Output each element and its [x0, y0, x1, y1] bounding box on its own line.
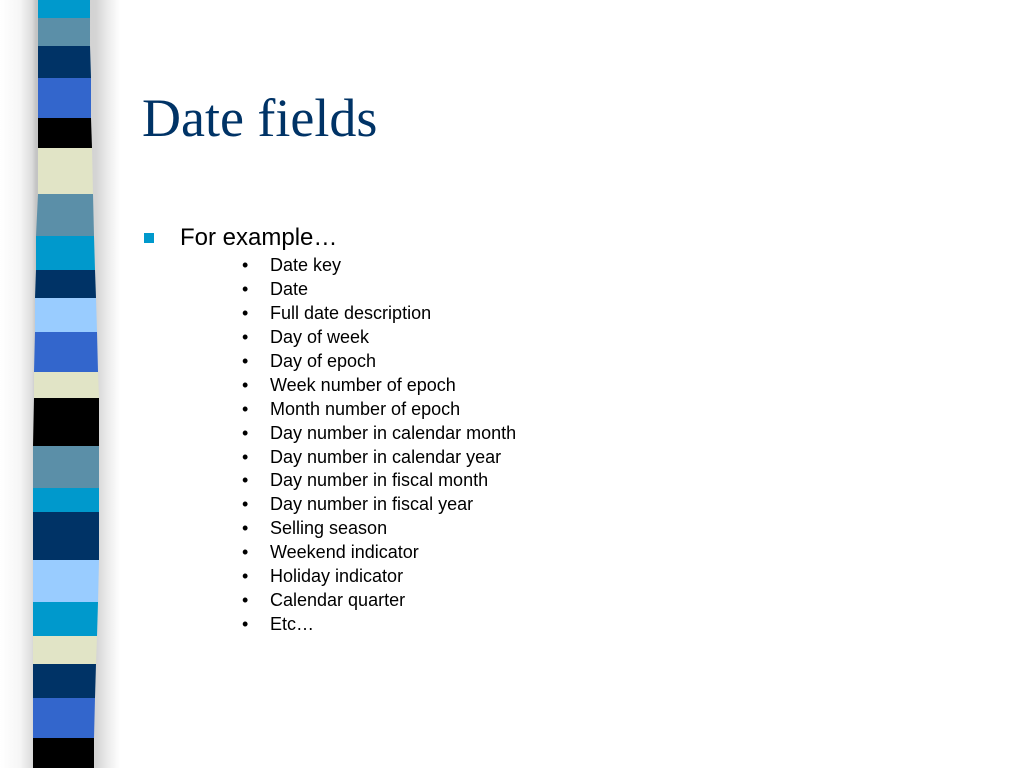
list-item-text: Day number in fiscal month — [270, 470, 489, 491]
strip-block — [33, 738, 94, 768]
list-item — [242, 397, 962, 421]
list-item-text: Day of epoch — [270, 351, 377, 371]
dot-bullet-icon: • — [242, 470, 249, 491]
strip-block — [34, 332, 98, 372]
date-field-list — [242, 254, 962, 636]
list-item — [242, 588, 962, 612]
list-item — [242, 326, 962, 350]
main-bullet-item — [142, 222, 962, 254]
list-item — [242, 254, 962, 278]
list-item-text: Calendar quarter — [270, 589, 406, 610]
strip-block — [34, 372, 99, 398]
dot-bullet-icon: • — [242, 446, 249, 467]
dot-bullet-icon: • — [242, 518, 249, 539]
strip-block — [36, 194, 94, 236]
strip-block — [35, 270, 96, 298]
strip-block — [33, 446, 99, 488]
dot-bullet-icon: • — [242, 422, 249, 443]
list-item — [242, 493, 962, 517]
decorative-color-strip — [0, 0, 120, 768]
list-item-text: Week number of epoch — [270, 374, 456, 395]
list-item-text: Weekend indicator — [270, 542, 419, 563]
strip-block — [33, 636, 97, 664]
strip-block — [33, 602, 98, 636]
dot-bullet-icon: • — [242, 255, 249, 276]
list-item-text: Day of week — [270, 327, 370, 348]
slide-title: Date fields — [142, 88, 378, 148]
list-item-text: Day number in calendar month — [270, 422, 517, 443]
main-bullet-text: For example… — [180, 224, 338, 251]
strip-block — [35, 298, 97, 332]
list-item-text: Etc… — [270, 613, 315, 634]
dot-bullet-icon: • — [242, 589, 249, 610]
list-item — [242, 421, 962, 445]
strip-block — [38, 78, 91, 118]
slide-content — [142, 222, 962, 636]
list-item-text: Holiday indicator — [270, 566, 404, 587]
dot-bullet-icon: • — [242, 374, 249, 395]
list-item — [242, 565, 962, 589]
dot-bullet-icon: • — [242, 566, 249, 587]
list-item — [242, 302, 962, 326]
strip-block — [38, 46, 91, 78]
list-item — [242, 373, 962, 397]
list-item-text: Full date description — [270, 303, 432, 324]
list-item — [242, 350, 962, 374]
list-item-text: Date key — [270, 255, 342, 276]
strip-block — [38, 148, 93, 194]
list-item-text: Day number in calendar year — [270, 446, 502, 467]
strip-block — [36, 236, 95, 270]
strip-block — [33, 664, 96, 698]
list-item — [242, 612, 962, 636]
dot-bullet-icon: • — [242, 613, 249, 634]
dot-bullet-icon: • — [242, 398, 249, 419]
strip-block — [33, 698, 95, 738]
strip-block — [38, 0, 90, 18]
strip-block — [38, 118, 92, 148]
strip-block — [33, 512, 99, 560]
dot-bullet-icon: • — [242, 327, 249, 348]
list-item — [242, 469, 962, 493]
list-item-text: Selling season — [270, 518, 388, 539]
dot-bullet-icon: • — [242, 542, 249, 563]
strip-block — [33, 488, 99, 512]
strip-block — [33, 560, 99, 602]
square-bullet-icon — [144, 233, 154, 243]
list-item — [242, 541, 962, 565]
dot-bullet-icon: • — [242, 351, 249, 371]
list-item — [242, 278, 962, 302]
list-item-text: Date — [270, 279, 309, 300]
list-item — [242, 517, 962, 541]
list-item — [242, 445, 962, 469]
dot-bullet-icon: • — [242, 279, 249, 300]
strip-block — [33, 398, 99, 446]
list-item-text: Day number in fiscal year — [270, 494, 474, 515]
strip-block — [38, 18, 90, 46]
dot-bullet-icon: • — [242, 303, 249, 324]
dot-bullet-icon: • — [242, 494, 249, 515]
list-item-text: Month number of epoch — [270, 398, 461, 419]
